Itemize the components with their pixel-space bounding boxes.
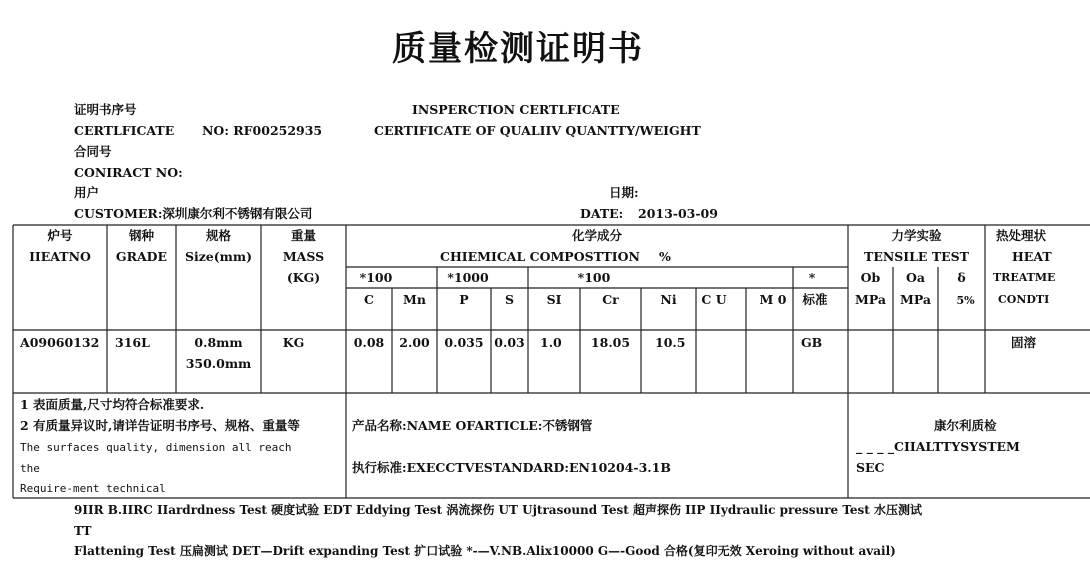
- contract-label-cn: 合同号: [74, 144, 112, 159]
- multiplier-100-c-mn: *100: [359, 270, 393, 285]
- customer-value: CUSTOMER:深圳康尔利不锈钢有限公司: [74, 206, 313, 221]
- col-standard: 标准: [802, 292, 828, 307]
- mass-unit: (KG): [286, 270, 321, 285]
- col-delta-unit: 5%: [956, 294, 975, 307]
- col-cr: Cr: [602, 292, 619, 307]
- quality-system: _ _ _ _CIIALTTYSYSTEM: [856, 439, 1020, 454]
- multiplier-1000-p-s: *1000: [447, 270, 489, 285]
- size-header-cn: 规格: [205, 228, 231, 243]
- grade-header-en: GRADE: [115, 249, 168, 264]
- quality-control-cn: 康尔利质检: [934, 418, 997, 433]
- col-oa-unit: MPa: [900, 292, 931, 307]
- col-ni: Ni: [660, 292, 677, 307]
- quality-sec: SEC: [856, 460, 885, 475]
- col-delta: δ: [957, 270, 966, 285]
- execution-standard: 执行标准:EXECCTVESTANDARD:EN10204-3.1B: [352, 460, 671, 475]
- chemical-header-cn: 化学成分: [571, 228, 622, 243]
- heat-no-header-en: IIEATNO: [29, 249, 91, 264]
- col-ob-unit: MPa: [855, 292, 886, 307]
- row-si: 1.0: [540, 335, 562, 350]
- contract-label-en: CONIRACT NO:: [74, 165, 183, 180]
- note-line-4: the: [20, 462, 40, 475]
- multiplier-100-si-mo: *100: [577, 270, 611, 285]
- col-ob: Ob: [860, 270, 881, 285]
- certificate-subtitle: CERTIFICATE OF QUALIIV QUANTTY/WEIGHT: [374, 123, 701, 138]
- col-c: C: [364, 292, 374, 307]
- tensile-header-en: TENSILE TEST: [864, 249, 969, 264]
- col-p: P: [459, 292, 469, 307]
- footer-line-2: TT: [74, 524, 92, 538]
- col-cu: C U: [701, 292, 727, 307]
- note-line-1: 1 表面质量,尺寸均符合标准要求.: [20, 397, 205, 412]
- heat-no-header-cn: 炉号: [47, 228, 73, 243]
- date-label-cn: 日期:: [609, 185, 639, 200]
- cert-no-label-en: CERTLFICATE: [74, 123, 175, 138]
- grade-header-cn: 钢种: [128, 228, 154, 243]
- chemical-percent: %: [659, 249, 671, 264]
- footer-line-3: Flattening Test 压扁测试 DET—Drift expanding Test 扩口试验 *-—V.NB.Alix10000 G—-Good 合格(复印无效 Xeroing without avail): [74, 544, 896, 558]
- heat-treatment-header-cn: 热处理状: [996, 228, 1047, 243]
- col-s: S: [504, 292, 515, 307]
- col-mo: M 0: [759, 292, 787, 307]
- col-oa: Oa: [906, 270, 925, 285]
- date-label-en: DATE:: [580, 206, 624, 221]
- col-mn: Mn: [403, 292, 426, 307]
- row-heat-no: A09060132: [20, 335, 100, 350]
- row-mn: 2.00: [399, 335, 430, 350]
- mass-header-en: MASS: [282, 249, 325, 264]
- note-line-5: Require-ment technical: [20, 482, 166, 495]
- size-header-en: Size(mm): [184, 249, 253, 264]
- row-ni: 10.5: [655, 335, 686, 350]
- row-grade: 316L: [115, 335, 150, 350]
- heat-treatment-header-en1: HEAT: [1012, 249, 1052, 264]
- heat-treatment-header-en3: CONDTI: [998, 293, 1050, 306]
- row-mass: KG: [282, 335, 305, 350]
- row-heat-treatment: 固溶: [1011, 335, 1037, 350]
- mass-header-cn: 重量: [290, 228, 316, 243]
- row-size-1: 0.8mm: [194, 335, 243, 350]
- row-cr: 18.05: [590, 335, 631, 350]
- footer-line-1: 9IIR B.IIRC IIardrdness Test 硬度试验 EDT Eddying Test 涡流探伤 UT Ujtrasound Test 超声探伤 IIP IIydraulic pressure Test 水压测试: [74, 503, 923, 517]
- chemical-header-en: CHIEMICAL COMPOSTTION: [440, 249, 640, 264]
- document-title: 质量检测证明书: [392, 29, 644, 69]
- note-line-2: 2 有质量异议时,请详告证明书序号、规格、重量等: [20, 418, 300, 433]
- tensile-header-cn: 力学实验: [891, 228, 942, 243]
- note-line-3: The surfaces quality, dimension all reach: [20, 441, 292, 454]
- row-standard: GB: [801, 335, 823, 350]
- col-si: SI: [546, 292, 562, 307]
- row-p: 0.035: [444, 335, 484, 350]
- heat-treatment-header-en2: TREATME: [993, 271, 1056, 284]
- cert-no-value: NO: RF00252935: [202, 123, 323, 138]
- cert-no-label-cn: 证明书序号: [74, 102, 137, 117]
- row-c: 0.08: [353, 335, 385, 350]
- inspection-certificate-title: INSPERCTION CERTLFICATE: [412, 102, 620, 117]
- multiplier-star: *: [808, 270, 816, 285]
- user-label-cn: 用户: [74, 185, 100, 200]
- product-name: 产品名称:NAME OFARTICLE:不锈钢管: [352, 418, 593, 433]
- date-value: 2013-03-09: [638, 206, 718, 221]
- row-size-2: 350.0mm: [185, 356, 252, 371]
- row-s: 0.03: [494, 335, 525, 350]
